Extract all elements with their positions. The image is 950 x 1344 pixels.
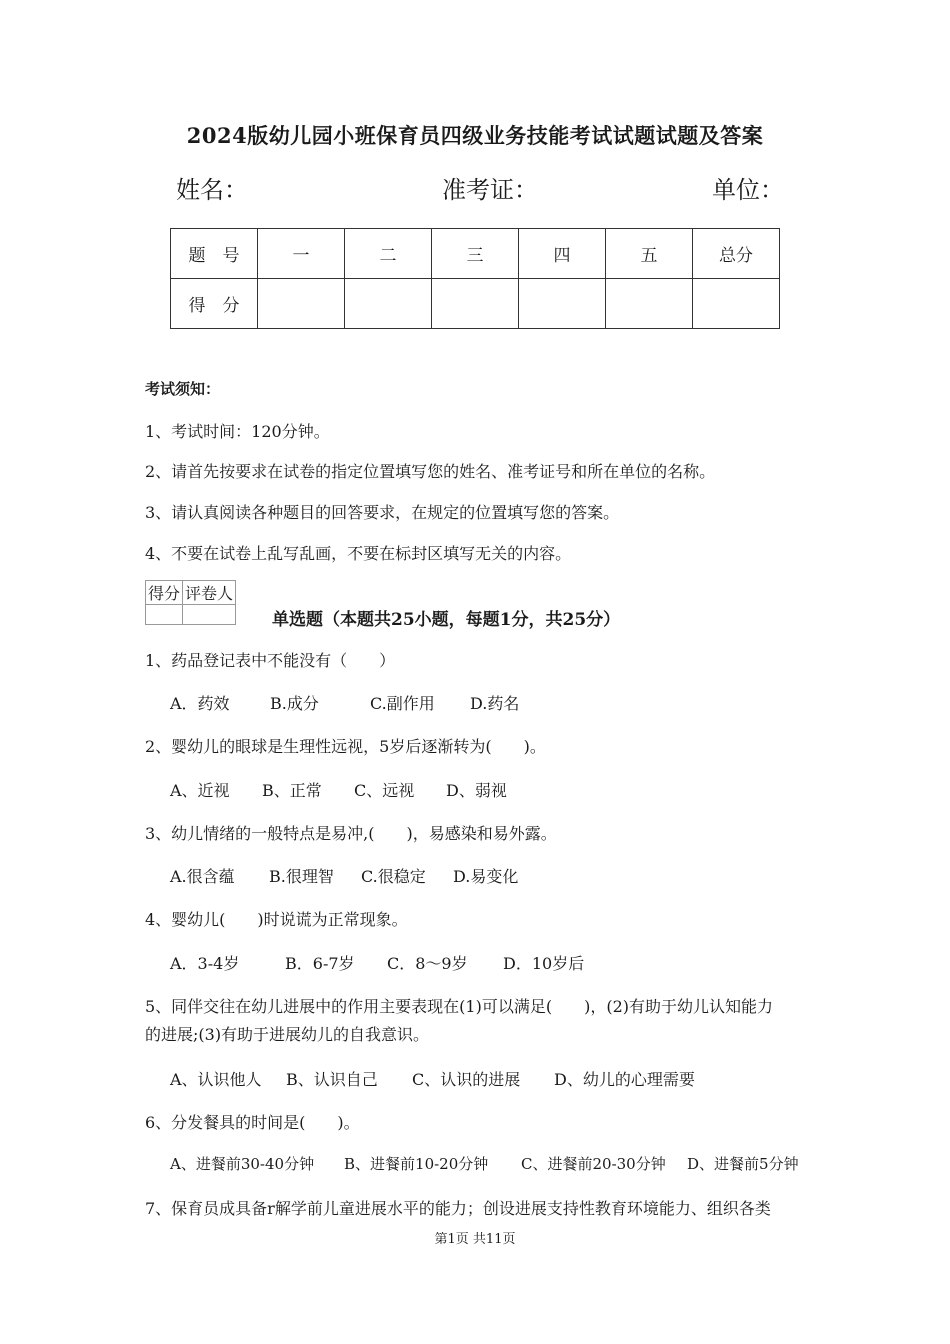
option-a[interactable]: A、认识他人: [170, 1070, 262, 1089]
option-d[interactable]: D、幼儿的心理需要: [554, 1070, 695, 1089]
score-header-cell: 三: [432, 229, 519, 279]
option-c[interactable]: C．8～9岁: [387, 954, 468, 973]
question-text: 2、婴幼儿的眼球是生理性远视，5岁后逐渐转为( )。: [145, 737, 546, 756]
score-row-label: 得 分: [171, 279, 258, 329]
score-cell[interactable]: [258, 279, 345, 329]
question-text: 6、分发餐具的时间是( )。: [145, 1113, 360, 1132]
option-b[interactable]: B、正常: [262, 781, 322, 800]
question-text-continued: 的进展;(3)有助于进展幼儿的自我意识。: [145, 1025, 430, 1044]
option-c[interactable]: C、远视: [354, 781, 415, 800]
option-b[interactable]: B、认识自己: [286, 1070, 378, 1089]
grader-box: [145, 580, 236, 625]
option-b[interactable]: B.很理智: [269, 867, 334, 886]
question-options: [170, 778, 507, 801]
notice-item: 4、不要在试卷上乱写乱画，不要在标封区填写无关的内容。: [145, 544, 572, 563]
option-c[interactable]: C.副作用: [370, 694, 435, 713]
score-header-cell: 五: [606, 229, 693, 279]
score-cell[interactable]: [345, 279, 432, 329]
option-a[interactable]: A、进餐前30-40分钟: [170, 1155, 315, 1173]
grader-score-cell[interactable]: [146, 605, 183, 625]
question-text: 1、药品登记表中不能没有（ ）: [145, 651, 396, 670]
grader-name-cell[interactable]: [183, 605, 236, 625]
unit-field-label: 单位：: [712, 176, 784, 204]
grader-score-label: 得分: [146, 581, 183, 605]
option-c[interactable]: C、认识的进展: [412, 1070, 521, 1089]
option-d[interactable]: D.药名: [470, 694, 520, 713]
option-c[interactable]: C、进餐前20-30分钟: [521, 1155, 666, 1173]
score-table-score-row: [171, 279, 780, 329]
page-title: 2024版幼儿园小班保育员四级业务技能考试试题试题及答案: [186, 123, 764, 148]
notice-item: 3、请认真阅读各种题目的回答要求，在规定的位置填写您的答案。: [145, 503, 620, 522]
ticket-field-label: 准考证：: [442, 176, 538, 204]
score-cell[interactable]: [606, 279, 693, 329]
score-header-cell: 一: [258, 229, 345, 279]
score-cell[interactable]: [693, 279, 780, 329]
page-footer: 第1页 共11页: [434, 1232, 516, 1247]
question-text: 5、同伴交往在幼儿进展中的作用主要表现在(1)可以满足( )，(2)有助于幼儿认知能力: [145, 997, 773, 1016]
option-d[interactable]: D.易变化: [453, 867, 519, 886]
option-a[interactable]: A．3-4岁: [170, 954, 240, 973]
option-b[interactable]: B.成分: [270, 694, 319, 713]
question-options: [170, 1153, 799, 1174]
grader-name-label: 评卷人: [183, 581, 236, 605]
option-d[interactable]: D．10岁后: [503, 954, 585, 973]
question-options: [170, 691, 519, 714]
option-a[interactable]: A、近视: [170, 781, 230, 800]
score-cell[interactable]: [519, 279, 606, 329]
question-text: 3、幼儿情绪的一般特点是易冲,( )，易感染和易外露。: [145, 824, 557, 843]
section-title: 单选题（本题共25小题，每题1分，共25分）: [272, 610, 621, 630]
option-a[interactable]: A．药效: [170, 694, 230, 713]
question-options: [170, 1067, 695, 1090]
option-b[interactable]: B、进餐前10-20分钟: [344, 1155, 489, 1173]
option-d[interactable]: D、弱视: [446, 781, 507, 800]
option-b[interactable]: B．6-7岁: [285, 954, 355, 973]
question-text: 4、婴幼儿( )时说谎为正常现象。: [145, 910, 408, 929]
score-header-cell: 二: [345, 229, 432, 279]
notice-item: 2、请首先按要求在试卷的指定位置填写您的姓名、准考证号和所在单位的名称。: [145, 462, 716, 481]
name-field-label: 姓名：: [176, 176, 248, 204]
score-header-cell: 四: [519, 229, 606, 279]
score-table: [170, 228, 780, 329]
notice-item: 1、考试时间：120分钟。: [145, 422, 330, 441]
notice-title: 考试须知：: [145, 380, 221, 398]
option-c[interactable]: C.很稳定: [361, 867, 426, 886]
question-options: [170, 951, 584, 974]
score-table-header-row: [171, 229, 780, 279]
option-a[interactable]: A.很含蕴: [170, 867, 235, 886]
score-cell[interactable]: [432, 279, 519, 329]
question-text: 7、保育员成具备r解学前儿童进展水平的能力；创设进展支持性教育环境能力、组织各类: [145, 1199, 771, 1218]
score-header-cell: 总分: [693, 229, 780, 279]
question-options: [170, 864, 518, 887]
option-d[interactable]: D、进餐前5分钟: [687, 1155, 799, 1173]
score-header-cell: 题 号: [171, 229, 258, 279]
